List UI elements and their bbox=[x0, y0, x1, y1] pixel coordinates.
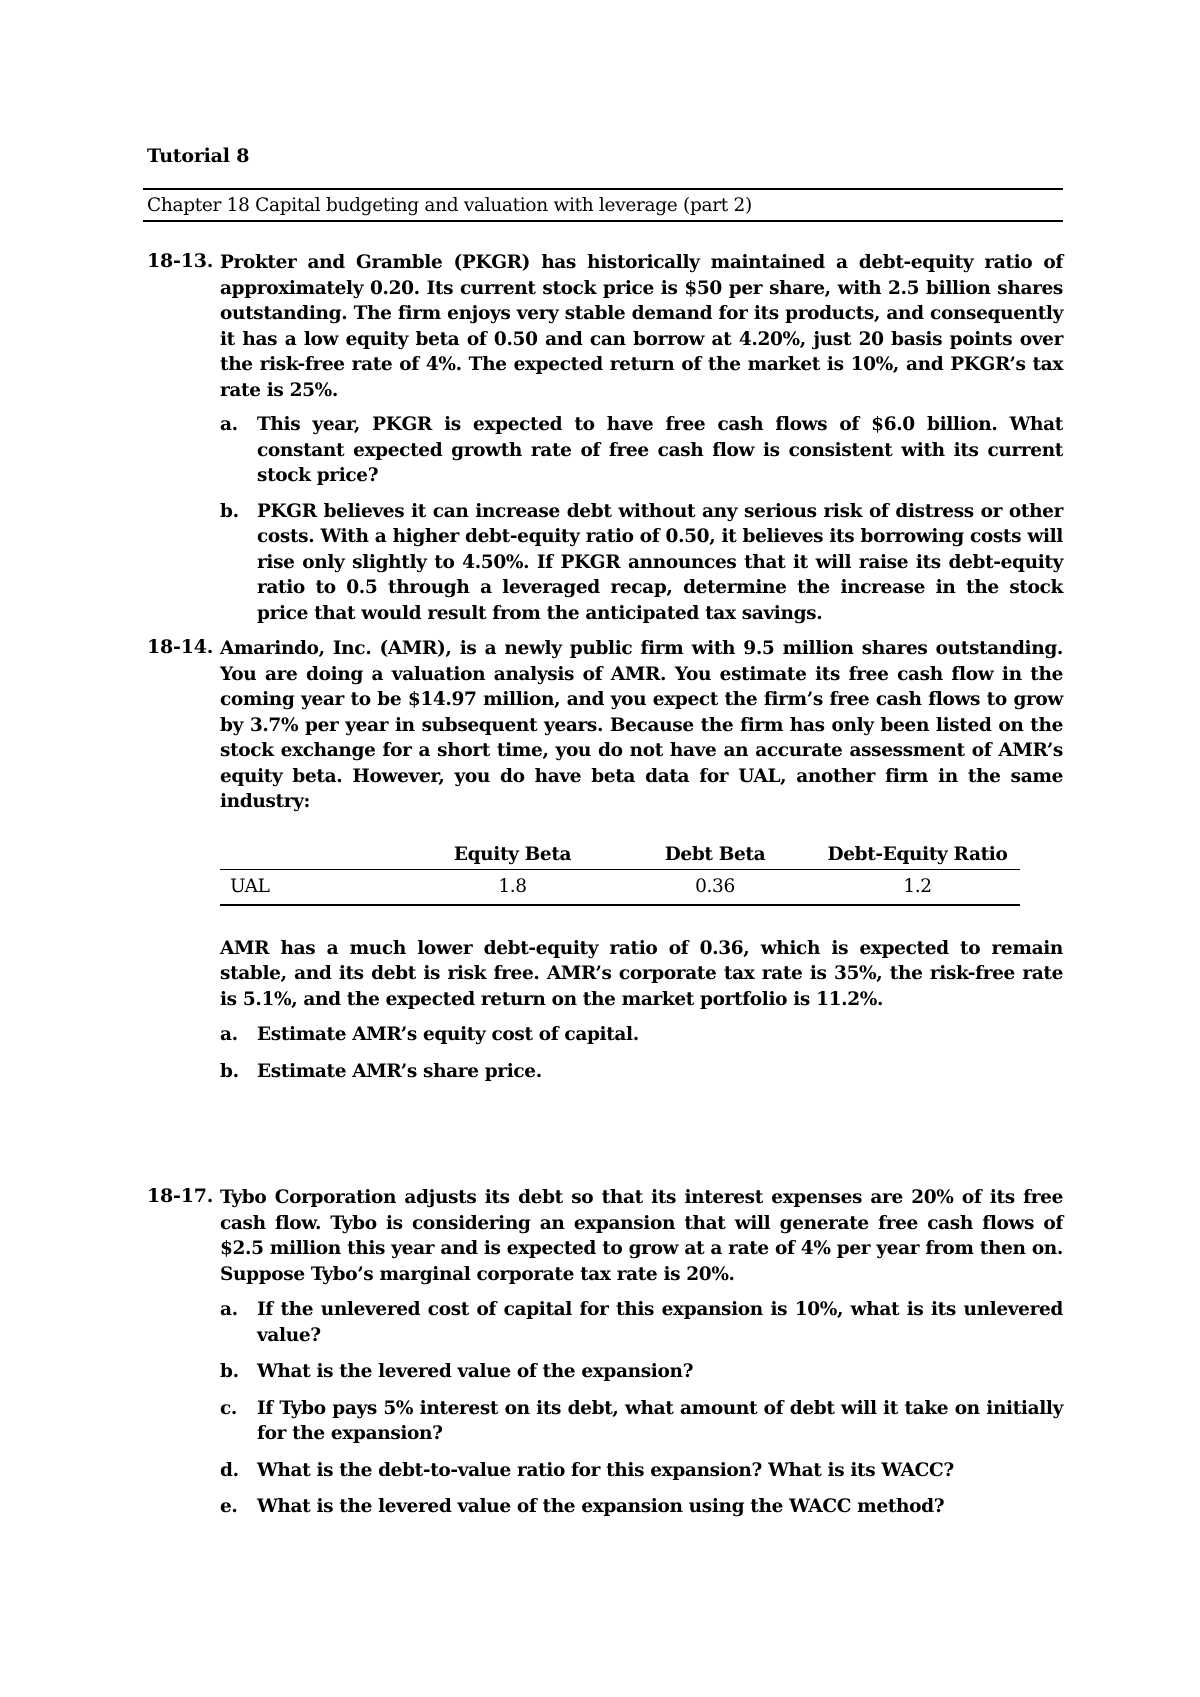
part-text: If Tybo pays 5% interest on its debt, what amount of debt will it take on initially for the expansion? bbox=[257, 1397, 1063, 1444]
question-number: 18-17. bbox=[147, 1185, 214, 1207]
beta-table bbox=[220, 835, 1020, 906]
table-cell: UAL bbox=[230, 875, 270, 897]
question-part-b bbox=[220, 1359, 1063, 1385]
question-18-14 bbox=[147, 636, 1063, 1084]
table-cell: 1.2 bbox=[903, 875, 932, 897]
question-part-a bbox=[220, 1297, 1063, 1348]
question-body bbox=[220, 1185, 1063, 1520]
table-header-row bbox=[220, 835, 1020, 870]
part-text: What is the debt-to-value ratio for this expansion? What is its WACC? bbox=[257, 1459, 954, 1481]
question-part-c bbox=[220, 1396, 1063, 1447]
question-part-a bbox=[220, 1022, 1063, 1048]
part-letter: b. bbox=[220, 500, 239, 522]
question-text: Prokter and Gramble (PKGR) has historically maintained a debt-equity ratio of approximately 0.20. Its current stock price is $50 per share, with 2.5 billion shares outstanding. The firm enjoys very stable demand for its products, and consequently it has a low equity beta of 0.50 and can borrow at 4.20%, just 20 basis points over the risk-free rate of 4%. The expected return of the market is 10%, and PKGR’s tax rate is 25%. bbox=[220, 252, 1063, 401]
question-18-13 bbox=[147, 250, 1063, 626]
part-text: PKGR believes it can increase debt without any serious risk of distress or other costs. With a higher debt-equity ratio of 0.50, it believes its borrowing costs will rise only slightly to 4.50%. If PKGR announces that it will raise its debt-equity ratio to 0.5 through a leveraged recap, determine the increase in the stock price that would result from the anticipated tax savings. bbox=[257, 500, 1063, 624]
question-part-d bbox=[220, 1458, 1063, 1484]
question-text-continued: AMR has a much lower debt-equity ratio of 0.36, which is expected to remain stable, and its debt is risk free. AMR’s corporate tax rate is 35%, the risk-free rate is 5.1%, and the expected return on the market portfolio is 11.2%. bbox=[220, 937, 1063, 1010]
part-letter: b. bbox=[220, 1361, 239, 1382]
question-part-b bbox=[220, 499, 1063, 627]
part-text: Estimate AMR’s share price. bbox=[257, 1060, 542, 1082]
part-letter: a. bbox=[220, 1024, 238, 1045]
table-cell: 1.8 bbox=[498, 875, 527, 897]
question-number: 18-13. bbox=[147, 250, 214, 272]
question-part-e bbox=[220, 1494, 1063, 1520]
question-text: Amarindo, Inc. (AMR), is a newly public firm with 9.5 million shares outstanding. You are doing a valuation analysis of AMR. You estimate its free cash flow in the coming year to be $14.97 million, and you expect the firm’s free cash flows to grow by 3.7% per year in subsequent years. Because the firm has only been listed on the stock exchange for a short time, you do not have an accurate assessment of AMR’s equity beta. However, you do have beta data for UAL, another firm in the same industry: bbox=[220, 638, 1063, 812]
part-letter: a. bbox=[220, 1299, 238, 1320]
part-text: What is the levered value of the expansion using the WACC method? bbox=[257, 1496, 945, 1517]
table-header-cell: Debt-Equity Ratio bbox=[827, 844, 1008, 865]
question-body bbox=[220, 250, 1063, 626]
part-letter: c. bbox=[220, 1397, 238, 1419]
part-letter: e. bbox=[220, 1496, 238, 1517]
table-row bbox=[220, 870, 1020, 906]
question-18-17 bbox=[147, 1185, 1063, 1520]
part-text: Estimate AMR’s equity cost of capital. bbox=[257, 1024, 639, 1045]
part-letter: a. bbox=[220, 414, 238, 435]
table-cell: 0.36 bbox=[695, 875, 735, 897]
part-letter: d. bbox=[220, 1459, 239, 1481]
part-text: This year, PKGR is expected to have free cash flows of $6.0 billion. What constant expected growth rate of free cash flow is consistent with its current stock price? bbox=[257, 414, 1063, 486]
part-text: If the unlevered cost of capital for this expansion is 10%, what is its unlevered value? bbox=[257, 1299, 1063, 1346]
table-header-cell: Equity Beta bbox=[453, 844, 572, 865]
table-header-cell: Debt Beta bbox=[664, 844, 766, 865]
chapter-title: Chapter 18 Capital budgeting and valuation with leverage (part 2) bbox=[147, 195, 752, 216]
question-part-b bbox=[220, 1059, 1063, 1085]
question-number: 18-14. bbox=[147, 636, 214, 658]
chapter-banner bbox=[143, 188, 1063, 222]
part-letter: b. bbox=[220, 1060, 239, 1082]
page-title: Tutorial 8 bbox=[147, 145, 250, 167]
part-text: What is the levered value of the expansion? bbox=[257, 1361, 694, 1382]
question-body bbox=[220, 636, 1063, 1084]
question-part-a bbox=[220, 412, 1063, 489]
question-text: Tybo Corporation adjusts its debt so that its interest expenses are 20% of its free cash flow. Tybo is considering an expansion that will generate free cash flows of $2.5 million this year and is expected to grow at a rate of 4% per year from then on. Suppose Tybo’s marginal corporate tax rate is 20%. bbox=[220, 1187, 1063, 1285]
